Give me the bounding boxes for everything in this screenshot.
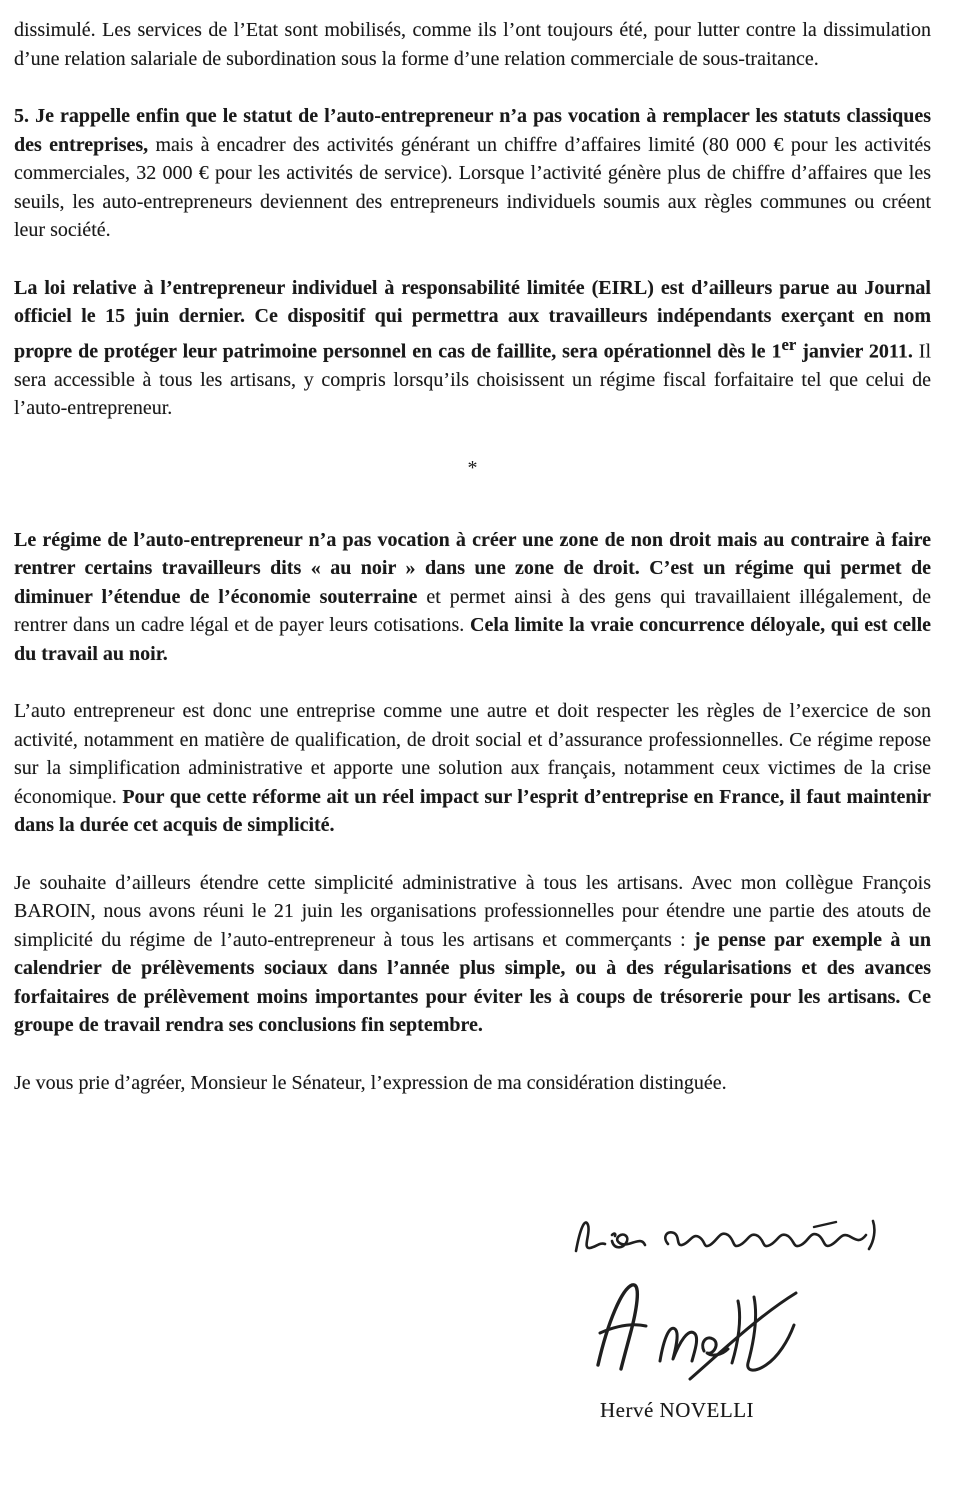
signature-stroke bbox=[600, 1325, 646, 1333]
handwritten-note-icon bbox=[568, 1205, 898, 1267]
paragraph-text-bold: Pour que cette réforme ait un réel impact sur l’esprit d’entreprise en France, il faut maintenir dans la durée cet acquis de simplicité. bbox=[14, 785, 931, 837]
paragraph-text-bold: Cela limite la vraie concurrence déloyale, qui est celle du travail au noir. bbox=[14, 614, 931, 665]
paragraph-text: Il sera accessible à tous les artisans, y compris lorsqu’ils choisissent un régime fiscal forfaitaire tel que celui de l’auto-entrepreneur. bbox=[14, 340, 931, 420]
signature-block bbox=[568, 1205, 918, 1385]
paragraph-text-bold: je pense par exemple à un calendrier de prélèvements sociaux dans l’année plus simple, ou à des régularisations et des avances forfaitaires de prélèvement moins importantes pour éviter les à coups de trésorerie pour les artisans. Ce groupe de travail rendra ses conclusions fin septembre. bbox=[14, 928, 931, 1037]
paragraph-text-bold: La loi relative à l’entrepreneur individuel à responsabilité limitée (EIRL) est d’ailleurs parue au Journal officiel le 15 juin dernier. Ce dispositif qui permettra aux travailleurs indépendants exerçant en nom propre de protéger leur patrimoine personnel en cas de faillite, sera opérationnel dès le 1 bbox=[14, 276, 931, 363]
paragraph-3 bbox=[14, 274, 931, 423]
signature-stroke bbox=[690, 1293, 796, 1379]
signature-stroke bbox=[665, 1221, 874, 1249]
signature-stroke bbox=[703, 1338, 728, 1355]
paragraph-text-bold: janvier 2011. bbox=[796, 340, 913, 363]
paragraph-text-bold: Le régime de l’auto-entrepreneur n’a pas vocation à créer une zone de non droit mais au contraire à faire rentrer certains travailleurs dits « au noir » dans une zone de droit. C’est un régime qui permet de diminuer l’étendue de l’économie souterraine bbox=[14, 528, 931, 608]
signature-stroke bbox=[814, 1222, 836, 1227]
asterisk-separator: * bbox=[467, 456, 478, 479]
paragraph-text: et permet ainsi à des gens qui travaillaient illégalement, de rentrer dans un cadre légal et de payer leurs cotisations. bbox=[14, 585, 931, 637]
paragraph-4 bbox=[14, 526, 931, 669]
paragraph-5 bbox=[14, 697, 931, 840]
signature-stroke bbox=[660, 1328, 697, 1361]
paragraph-1 bbox=[14, 16, 931, 73]
handwritten-signature-icon bbox=[582, 1273, 822, 1385]
paragraph-text-bold: 5. Je rappelle enfin que le statut de l’auto-entrepreneur n’a pas vocation à remplacer les statuts classiques des entreprises, bbox=[14, 105, 931, 156]
paragraph-text: Je vous prie d’agréer, Monsieur le Sénateur, l’expression de ma considération distinguée. bbox=[14, 1071, 727, 1094]
paragraph-text: L’auto entrepreneur est donc une entreprise comme une autre et doit respecter les règles de l’exercice de son activité, notamment en matière de qualification, de droit social et d’assurance professionnelles. Ce régime repose sur la simplification administrative et apporte une solution aux français, notamment ceux victimes de la crise économique. bbox=[14, 700, 931, 808]
paragraph-text: dissimulé. Les services de l’Etat sont mobilisés, comme ils l’ont toujours été, pour lutter contre la dissimulation d’une relation salariale de subordination sous la forme d’une relation commerciale de sous-traitance. bbox=[14, 19, 931, 70]
signature-stroke bbox=[576, 1223, 645, 1251]
superscript-text: er bbox=[781, 334, 797, 354]
paragraph-2 bbox=[14, 102, 931, 245]
paragraph-6 bbox=[14, 869, 931, 1040]
paragraph-text: mais à encadrer des activités générant un chiffre d’affaires limité (80 000 € pour les activités commerciales, 32 000 € pour les activités de service). Lorsque l’activité génère plus de chiffre d’affaires que les seuils, les auto-entrepreneurs deviennent des entrepreneurs individuels soumis aux règles communes ou créent leur société. bbox=[14, 133, 931, 241]
printed-signatory-name: Hervé NOVELLI bbox=[600, 1398, 755, 1422]
paragraph-7-closing bbox=[14, 1069, 931, 1098]
paragraph-text: Je souhaite d’ailleurs étendre cette simplicité administrative à tous les artisans. Avec mon collègue François BAROIN, nous avons réuni le 21 juin les organisations professionnelles pour étendre une partie des atouts de simplicité du régime de l’auto-entrepreneur à tous les artisans et commerçants : bbox=[14, 871, 931, 951]
